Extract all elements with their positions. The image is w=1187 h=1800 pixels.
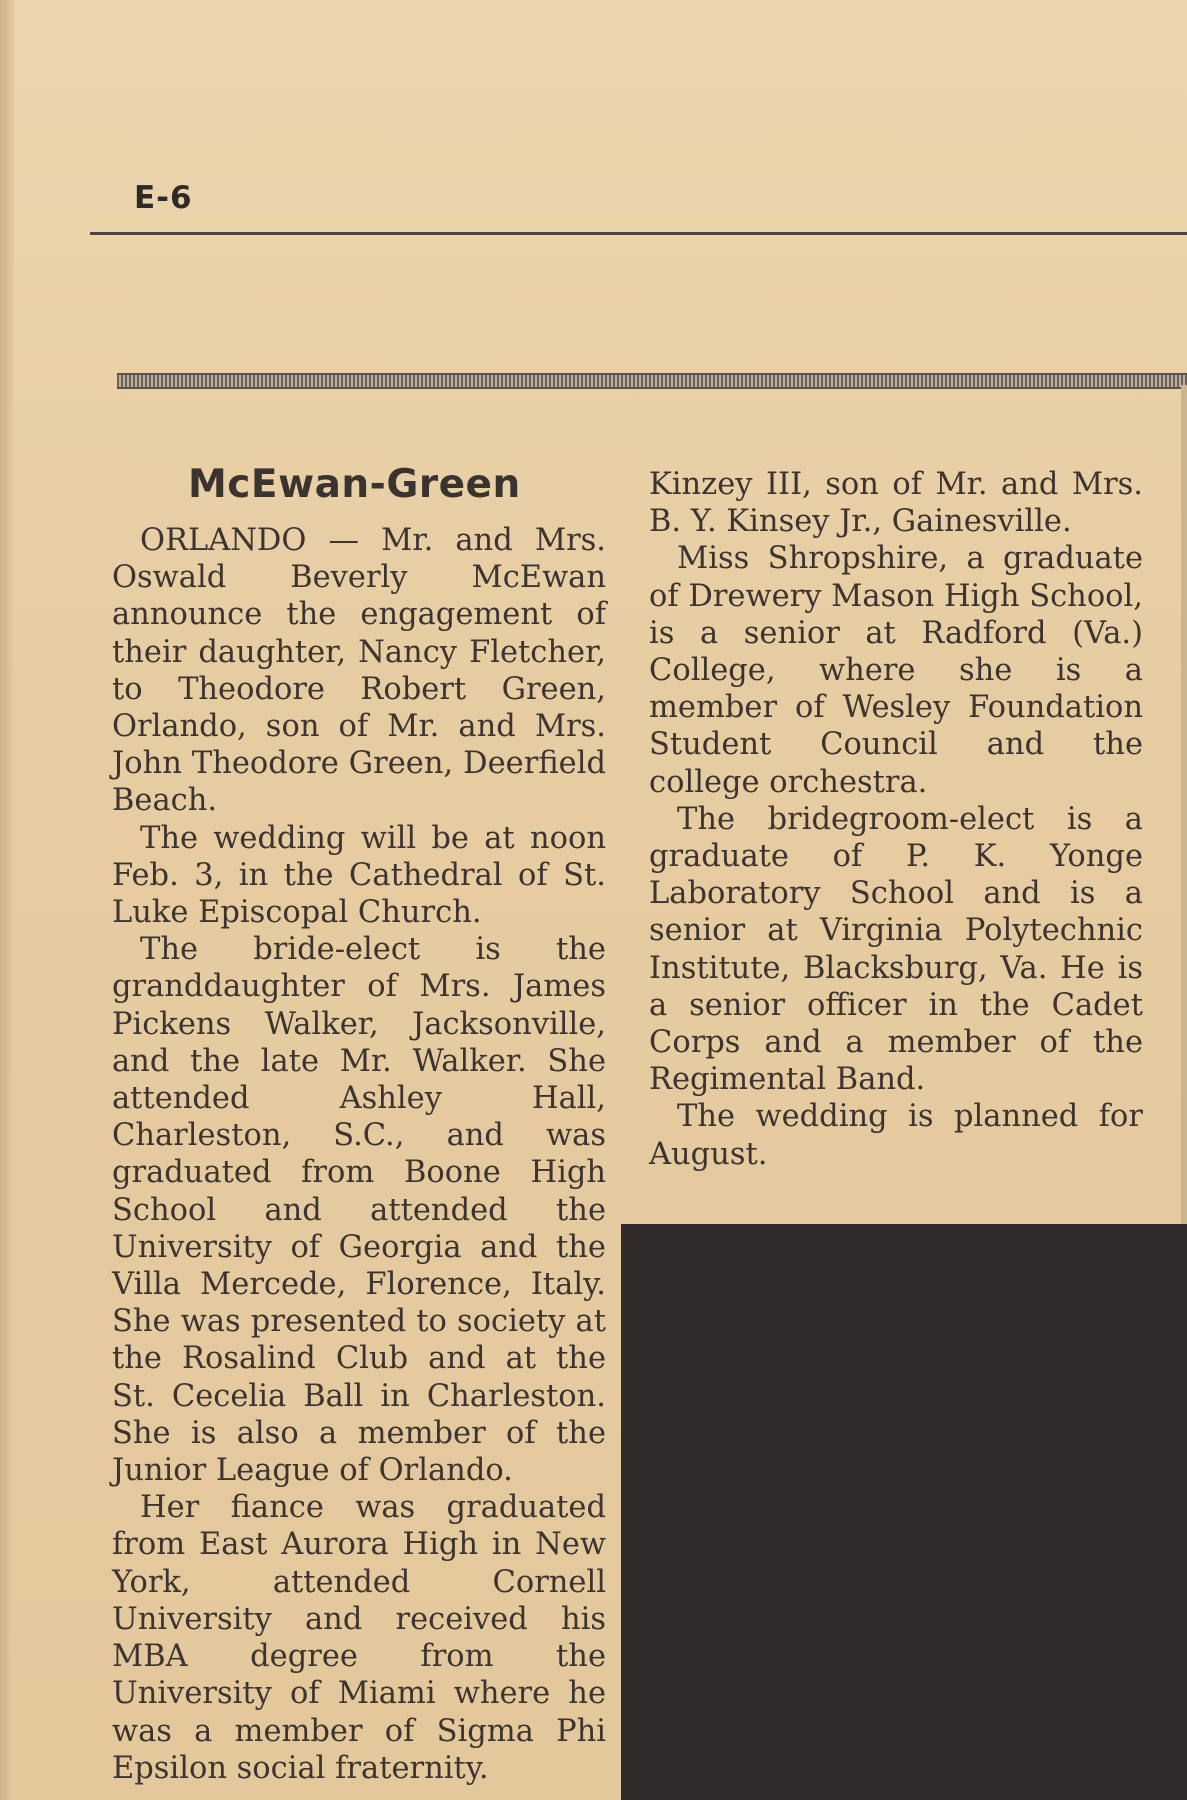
- right-column: [649, 466, 1143, 1173]
- section-divider: [117, 373, 1187, 389]
- paragraph: Kinzey III, son of Mr. and Mrs. B. Y. Kinsey Jr., Gainesville.: [649, 467, 1143, 540]
- header-rule: [90, 232, 1187, 235]
- page-number: E-6: [134, 180, 193, 216]
- clipping-edge: [1181, 385, 1187, 1224]
- paragraph: Miss Shropshire, a graduate of Drewery Mason High School, is a senior at Radford (Va.) College, where she is a member of Wesley Foundation Student Council and the college orchestra.: [649, 541, 1143, 800]
- paragraph: ORLANDO — Mr. and Mrs. Oswald Beverly McEwan announce the engagement of their daughter, Nancy Fletcher, to Theodore Robert Green, Orlando, son of Mr. and Mrs. John Theodore Green, Deerfield Beach.: [112, 523, 606, 819]
- paragraph: Her fiance was graduated from East Aurora High in New York, attended Cornell University and received his MBA degree from the University of Miami where he was a member of Sigma Phi Epsilon social fraternity.: [112, 1490, 606, 1786]
- paragraph: The wedding will be at noon Feb. 3, in the Cathedral of St. Luke Episcopal Church.: [112, 820, 606, 931]
- left-column: [112, 522, 606, 1787]
- paragraph: The wedding is planned for August.: [649, 1099, 1143, 1172]
- paragraph: The bridegroom-elect is a graduate of P. K. Yonge Laboratory School and is a senior at Virginia Polytechnic Institute, Blacksburg, Va. He is a senior officer in the Cadet Corps and a member of the Regimental Band.: [649, 801, 1143, 1098]
- background-dark-area: [621, 1224, 1187, 1800]
- paper-left-edge: [0, 0, 14, 1800]
- paragraph: The bride-elect is the granddaughter of Mrs. James Pickens Walker, Jacksonville, and the late Mr. Walker. She attended Ashley Hall, Charleston, S.C., and was graduated from Boone High School and attended the University of Georgia and the Villa Mercede, Florence, Italy. She was presented to society at the Rosalind Club and at the St. Cecelia Ball in Charleston. She is also a member of the Junior League of Orlando.: [112, 932, 606, 1489]
- article-headline: McEwan-Green: [188, 462, 521, 507]
